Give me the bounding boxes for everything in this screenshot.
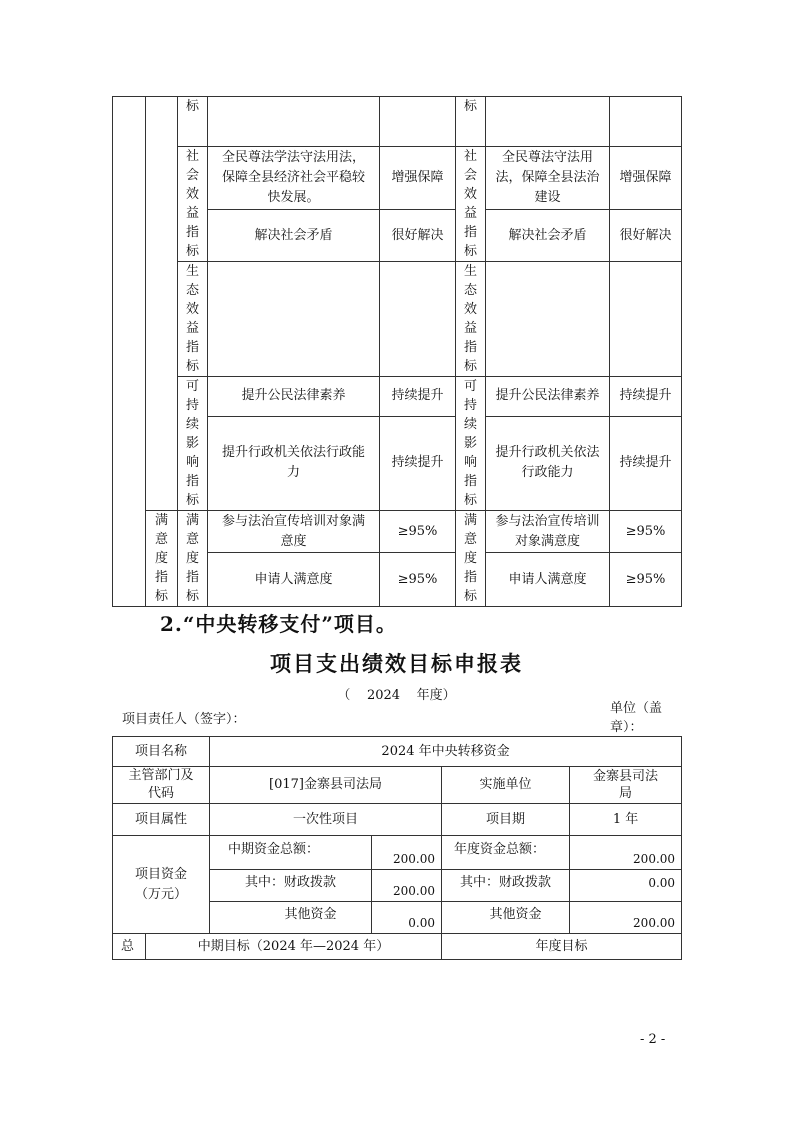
left-item: 提升公民法律素养 <box>208 377 380 417</box>
right-category-eco: 生态效益指标 <box>456 262 486 377</box>
right-value: 持续提升 <box>610 377 682 417</box>
mid-other-label: 其他资金 <box>210 902 372 934</box>
satisfaction-group: 满意度指标 <box>146 511 178 607</box>
right-item: 全民尊法守法用法，保障全县法治建设 <box>486 147 610 210</box>
right-value <box>610 97 682 147</box>
right-value: 很好解决 <box>610 210 682 262</box>
right-item: 提升行政机关依法行政能力 <box>486 416 610 510</box>
left-value: ≥95% <box>380 511 456 553</box>
level1-cell <box>113 97 146 607</box>
project-name-label: 项目名称 <box>113 737 210 767</box>
left-value: 持续提升 <box>380 377 456 417</box>
form-title: 项目支出绩效目标申报表 <box>270 651 523 676</box>
right-value: 增强保障 <box>610 147 682 210</box>
left-value: ≥95% <box>380 553 456 607</box>
right-value <box>610 262 682 377</box>
performance-indicator-table <box>112 96 682 607</box>
left-value <box>380 97 456 147</box>
left-category: 标 <box>178 97 208 147</box>
left-category-satisfaction: 满意度指标 <box>178 511 208 607</box>
year-fiscal-label: 其中：财政拨款 <box>442 870 570 902</box>
right-category-sustain: 可持续影响指标 <box>456 377 486 511</box>
form-year: （ 2024 年度） <box>337 688 456 703</box>
right-item: 申请人满意度 <box>486 553 610 607</box>
level2-cell <box>146 97 178 511</box>
left-value: 持续提升 <box>380 416 456 510</box>
year-total-label: 年度资金总额： <box>442 836 570 870</box>
left-item: 全民尊法学法守法用法，保障全县经济社会平稳较快发展。 <box>208 147 380 210</box>
section-heading: 2.“中央转移支付”项目。 <box>160 612 397 636</box>
mid-other-value: 0.00 <box>372 902 442 934</box>
dept-value: [017]金寨县司法局 <box>210 767 442 804</box>
left-item: 解决社会矛盾 <box>208 210 380 262</box>
dept-label: 主管部门及代码 <box>113 767 210 804</box>
year-total-value: 200.00 <box>570 836 682 870</box>
right-category-satisfaction: 满意度指标 <box>456 511 486 607</box>
mid-fiscal-value: 200.00 <box>372 870 442 902</box>
left-category-social: 社会效益指标 <box>178 147 208 262</box>
mid-goal-label: 中期目标（2024 年—2024 年） <box>146 934 442 960</box>
left-category-eco: 生态效益指标 <box>178 262 208 377</box>
funds-label: 项目资金（万元） <box>113 836 210 934</box>
right-item <box>486 97 610 147</box>
unit-label: 单位（盖章）： <box>610 701 663 735</box>
left-item <box>208 97 380 147</box>
impl-label: 实施单位 <box>442 767 570 804</box>
right-category: 标 <box>456 97 486 147</box>
right-item: 提升公民法律素养 <box>486 377 610 417</box>
right-category-social: 社会效益指标 <box>456 147 486 262</box>
left-value: 增强保障 <box>380 147 456 210</box>
left-item <box>208 262 380 377</box>
left-item: 参与法治宣传培训对象满意度 <box>208 511 380 553</box>
project-name-value: 2024 年中央转移资金 <box>210 737 682 767</box>
right-item <box>486 262 610 377</box>
left-category-sustain: 可持续影响指标 <box>178 377 208 511</box>
year-fiscal-value: 0.00 <box>570 870 682 902</box>
mid-total-label: 中期资金总额： <box>210 836 372 870</box>
year-other-value: 200.00 <box>570 902 682 934</box>
year-goal-label: 年度目标 <box>442 934 682 960</box>
mid-fiscal-label: 其中：财政拨款 <box>210 870 372 902</box>
right-value: ≥95% <box>610 511 682 553</box>
left-value: 很好解决 <box>380 210 456 262</box>
right-value: ≥95% <box>610 553 682 607</box>
project-info-table <box>112 736 682 960</box>
attr-label: 项目属性 <box>113 804 210 836</box>
year-other-label: 其他资金 <box>442 902 570 934</box>
goal-prefix: 总 <box>113 934 146 960</box>
left-item: 申请人满意度 <box>208 553 380 607</box>
right-item: 参与法治宣传培训对象满意度 <box>486 511 610 553</box>
left-value <box>380 262 456 377</box>
period-label: 项目期 <box>442 804 570 836</box>
left-item: 提升行政机关依法行政能力 <box>208 416 380 510</box>
impl-value: 金寨县司法局 <box>570 767 682 804</box>
mid-total-value: 200.00 <box>372 836 442 870</box>
period-value: 1 年 <box>570 804 682 836</box>
attr-value: 一次性项目 <box>210 804 442 836</box>
right-item: 解决社会矛盾 <box>486 210 610 262</box>
responsible-person-label: 项目责任人（签字）： <box>122 712 246 727</box>
page-number: - 2 - <box>640 1032 666 1047</box>
right-value: 持续提升 <box>610 416 682 510</box>
